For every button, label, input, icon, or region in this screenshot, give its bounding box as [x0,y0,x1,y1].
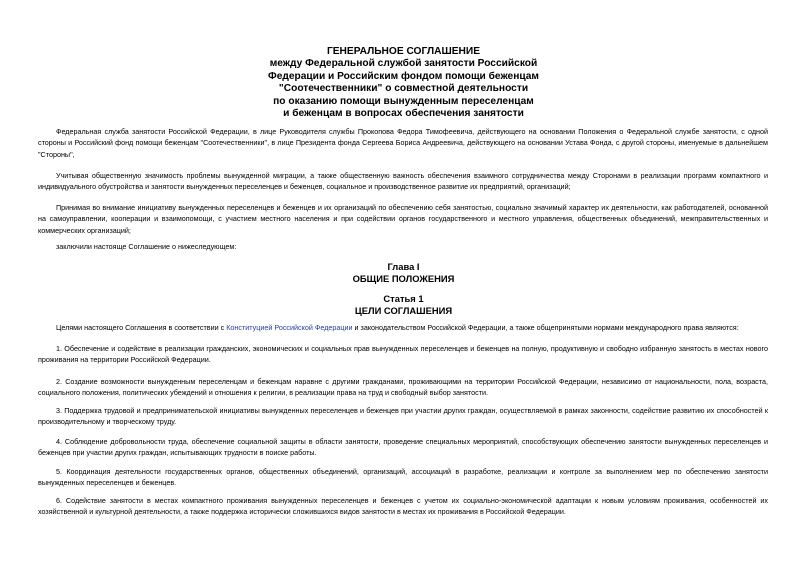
goal-item: 2. Создание возможности вынужденным переселенцам и беженцам наравне с другими гражданами, проживающими на территории Российской Федерации, независимо от национальности, пола, возраста, социального положения, политических убеждений и отношения к религии, в реализации права на труд и свободный выбор занятости. [38,377,768,398]
constitution-link[interactable]: Конституцией Российской Федерации [226,323,353,332]
preamble-parties-paragraph: Федеральная служба занятости Российской Федерации, в лице Руководителя службы Прокопова Федора Тимофеевича, действующего на основании Положения о Федеральной службе занятости, с одной стороны и Российский фонд помощи беженцам "Соотечественники", в лице Президента фонда Сергеева Бориса Андреевича, действующего на основании Устава Фонда, с другой стороны, именуемые в дальнейшем "Стороны", [38,127,768,159]
goals-intro-text: Целями настоящего Соглашения в соответствии с [56,323,227,332]
preamble-taking-into-account-paragraph: Принимая во внимание инициативу вынужденных переселенцев и беженцев и их организаций по обеспечению себя занятостью, социально значимый характер их деятельности, как работодателей, основанной на самоуправлении, кооперации и взаимопомощи, с участием местного населения и при содействии органов государственного и местного управления, общественных объединений, межправительственных и коммерческих организаций; [38,203,768,235]
title-line: "Соотечественники" о совместной деятельности [278,83,529,95]
title-line: Федерации и Российским фондом помощи беженцам [268,70,539,82]
goal-item: 4. Соблюдение добровольности труда, обеспечение социальной защиты в области занятости, проведение специальных мероприятий, способствующих обеспечению занятости вынужденных переселенцев и беженцев при участии других граждан, испытывающих трудности в поиске работы. [38,437,768,458]
chapter-name: ОБЩИЕ ПОЛОЖЕНИЯ [352,273,455,284]
title-line: ГЕНЕРАЛЬНОЕ СОГЛАШЕНИЕ [326,46,481,57]
chapter-label: Глава I [387,261,420,272]
goals-intro-paragraph [38,322,768,333]
title-line: по оказанию помощи вынужденным переселенцам [273,95,534,107]
document-title [0,46,807,120]
article-name: ЦЕЛИ СОГЛАШЕНИЯ [354,305,453,316]
goal-item: 5. Координация деятельности государственных органов, общественных объединений, организаций, ассоциаций в разработке, реализации и контроле за выполнением мер по обеспечению занятости вынужденных переселенцев и беженцев. [38,467,768,488]
goal-item: 6. Содействие занятости в местах компактного проживания вынужденных переселенцев и беженцев с учетом их социально-экономической адаптации к новым условиям проживания, особенностей их хозяйственной и культурной деятельности, а также поддержка исторически сложившихся видов занятости в местах их проживания в Российской Федерации. [38,496,768,517]
goals-intro-text-end: и законодательством Российской Федерации, а также общепринятыми нормами международного права являются: [352,323,739,332]
preamble-concluded-paragraph: заключили настояще Соглашение о нижеследующем: [56,242,237,251]
preamble-considering-paragraph: Учитывая общественную значимость проблемы вынужденной миграции, а также общественную важность обеспечения взаимного сотрудничества между Сторонами в реализации программ компактного и индивидуального обустройства и занятости вынужденных переселенцев и беженцев, социальное и производственное развитие их предприятий, организаций; [38,171,768,192]
goal-item: 1. Обеспечение и содействие в реализации гражданских, экономических и социальных прав вынужденных переселенцев и беженцев на полную, продуктивную и свободно избранную занятость в местах нового проживания на территории Российской Федерации. [38,344,768,365]
title-line: между Федеральной службой занятости Российской [269,58,538,70]
title-line: и беженцам в вопросах обеспечения занятости [283,108,524,120]
goal-item: 3. Поддержка трудовой и предпринимательской инициативы вынужденных переселенцев и беженцев при участии других граждан, осуществляемой в рамках законности, содействие развитию их способностей к производительному и творческому труду. [38,406,768,427]
article-label: Статья 1 [383,293,424,304]
